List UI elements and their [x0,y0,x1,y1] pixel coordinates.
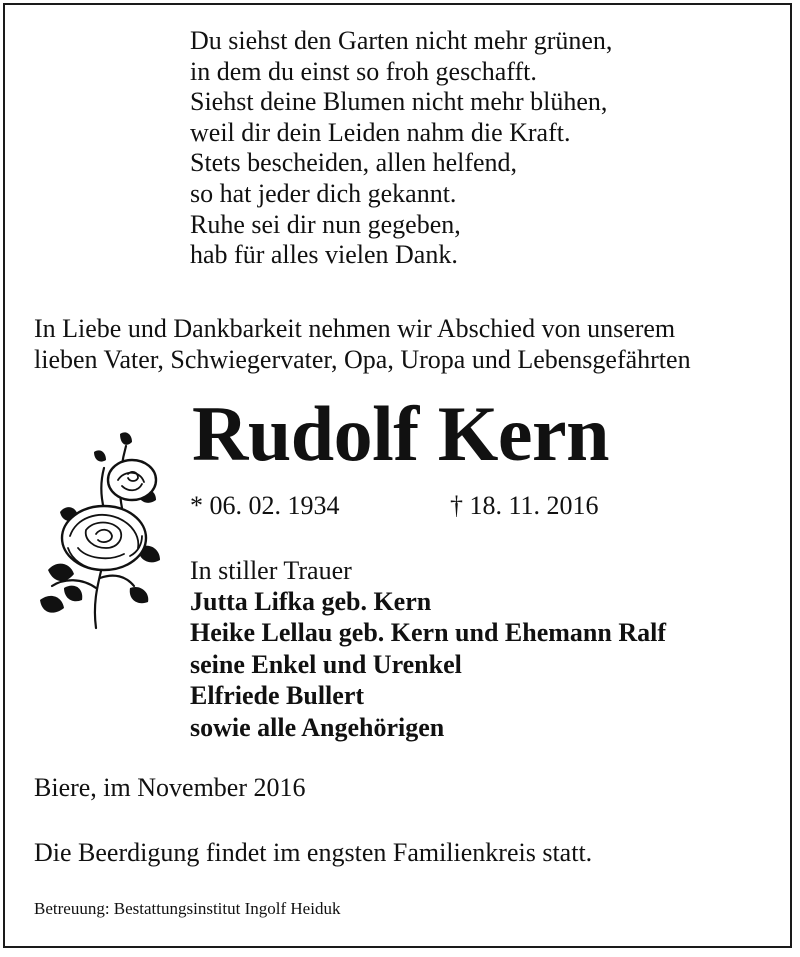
mourner-entry: Jutta Lifka geb. Kern [190,587,432,616]
care-note: Betreuung: Bestattungsinstitut Ingolf Heiduk [34,899,341,918]
death-date: † 18. 11. 2016 [450,491,599,520]
poem-line: in dem du einst so froh geschafft. [190,56,537,86]
mourner-entry: Elfriede Bullert [190,681,365,711]
mourner-entry: seine Enkel und Urenkel [190,649,462,679]
rose-icon [34,428,174,633]
farewell-intro [34,313,691,375]
poem-line: Siehst deine Blumen nicht mehr blühen, [190,87,608,117]
mourner-entry: Heike Lellau geb. Kern und Ehemann Ralf [190,618,666,648]
mourning-intro: In stiller Trauer [190,556,352,585]
deceased-name: Rudolf Kern [192,390,610,477]
farewell-line: lieben Vater, Schwiegervater, Opa, Uropa und Lebensgefährten [34,345,691,374]
poem-line: hab für alles vielen Dank. [190,240,458,270]
poem-line: Ruhe sei dir nun gegeben, [190,209,461,239]
birth-date: * 06. 02. 1934 [190,491,340,520]
poem-line: Stets bescheiden, allen helfend, [190,148,518,178]
poem-line: weil dir dein Leiden nahm die Kraft. [190,117,571,147]
farewell-line: In Liebe und Dankbarkeit nehmen wir Abschied von unserem [34,314,676,343]
mourner-entry: sowie alle Angehörigen [190,712,445,742]
poem-line: so hat jeder dich gekannt. [190,178,457,208]
poem [190,26,612,271]
mourners-list [190,586,666,743]
funeral-note: Die Beerdigung findet im engsten Familienkreis statt. [34,838,593,867]
poem-line: Du siehst den Garten nicht mehr grünen, [190,26,613,55]
place-date: Biere, im November 2016 [34,773,306,802]
